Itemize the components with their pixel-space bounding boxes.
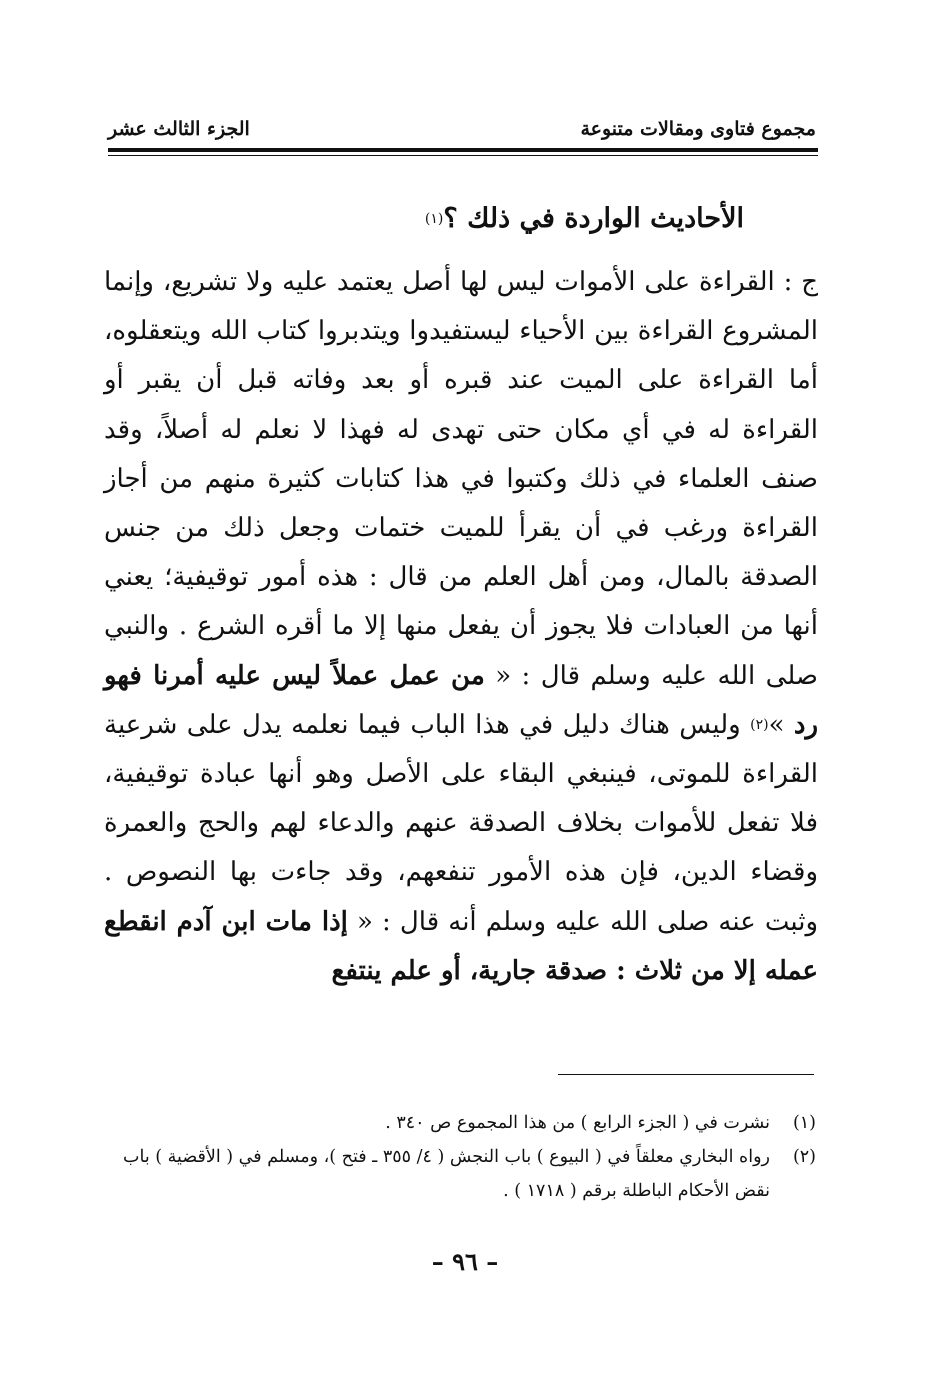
footnote-separator bbox=[558, 1074, 814, 1075]
footnote-number: (١) bbox=[792, 1113, 816, 1133]
answer-text-2: وليس هناك دليل في هذا الباب فيما نعلمه يدل على شرعية القراءة للموتى، فينبغي البقاء على الأصل وهو أنها عبادة توقيفية، فلا تفعل للأموات بخلاف الصدقة عنهم والدعاء لهم والحج والعمرة وقضاء الدين، فإن هذه الأمور تنفعهم، وقد جاءت بها النصوص . وثبت عنه صلى الله عليه وسلم أنه قال : « bbox=[104, 709, 819, 937]
header-rule-thin bbox=[108, 155, 818, 156]
hadith-quote-1: من عمل عملاً ليس عليه أمرنا فهو رد bbox=[104, 660, 819, 740]
footnote-text: رواه البخاري معلقاً في ( البيوع ) باب النجش ( ٤/ ٣٥٥ ـ فتح )، ومسلم في ( الأقضية ) باب نقض الأحكام الباطلة برقم ( ١٧١٨ ) . bbox=[123, 1147, 770, 1201]
hadith-quote-2: إذا مات ابن آدم انقطع عمله إلا من ثلاث : صدقة جارية، أو علم ينتفع bbox=[104, 906, 818, 986]
answer-text-1: ج : القراءة على الأموات ليس لها أصل يعتمد عليه ولا تشريع، وإنما المشروع القراءة بين الأحياء ليستفيدوا ويتدبروا كتاب الله ويتعقلوه، أما القراءة على الميت عند قبره أو بعد وفاته قبل أن يقبر أو القراءة له في أي مكان حتى تهدى له فهذا لا نعلم له أصلاً، وقد صنف العلماء في ذلك وكتبوا في هذا كتابات كثيرة منهم من أجاز القراءة ورغب في أن يقرأ للميت ختمات وجعل ذلك من جنس الصدقة بالمال، ومن أهل العلم من قال : هذه أمور توقيفية؛ يعني أنها من العبادات فلا يجوز أن يفعل منها إلا ما أقره الشرع . والنبي صلى الله عليه وسلم قال : « bbox=[104, 267, 819, 691]
question-text: الأحاديث الواردة في ذلك ؟ bbox=[443, 203, 744, 234]
footnote-text: نشرت في ( الجزء الرابع ) من هذا المجموع ص ٣٤٠ . bbox=[385, 1113, 770, 1133]
hadith-close-1: » bbox=[768, 709, 785, 740]
footnote-number: (٢) bbox=[792, 1147, 816, 1167]
question-heading bbox=[108, 194, 744, 244]
footnote-item bbox=[104, 1106, 816, 1140]
page-number: – ٩٦ – bbox=[431, 1247, 499, 1276]
footnote-ref-1: (١) bbox=[424, 211, 444, 227]
footnote-item bbox=[104, 1140, 816, 1208]
header-rule-thick bbox=[108, 148, 818, 152]
running-header bbox=[108, 112, 816, 146]
answer-body bbox=[104, 258, 818, 996]
answer-paragraph bbox=[104, 258, 818, 996]
volume-label: الجزء الثالث عشر bbox=[108, 118, 250, 140]
footnote-ref-2: (٢) bbox=[750, 716, 769, 733]
footnotes bbox=[104, 1106, 816, 1208]
book-title: مجموع فتاوى ومقالات متنوعة bbox=[580, 118, 816, 140]
